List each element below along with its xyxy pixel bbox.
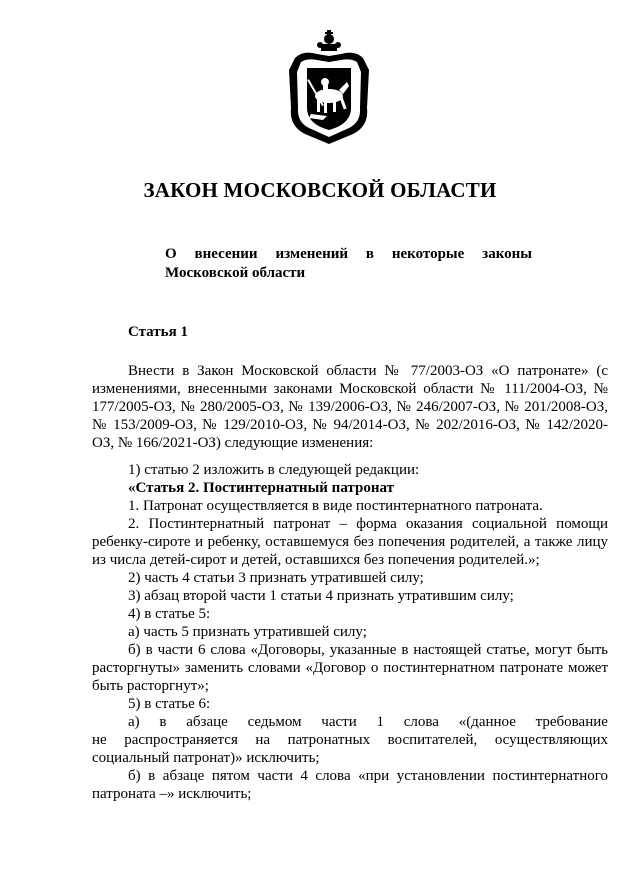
subject-word: в [365,246,374,262]
item-5-a-word: в [159,714,167,730]
item-5: 5) в статье 6: [128,696,211,712]
subject-word: О [165,246,177,262]
item-1-heading: «Статья 2. Постинтернатный патронат [128,480,394,496]
article-intro: Внести в Закон Московской области № 77/2003-ОЗ «О патронате» (с изменениями, внесенными законами Московской области № 111/2004-ОЗ, № 177/2005-ОЗ, № 280/2005-ОЗ, № 139/2006-ОЗ, № 246/2007-ОЗ, № 201/2008-ОЗ, № 153/2009-ОЗ, № 129/2010-ОЗ, № 94/2014-ОЗ, № 202/2016-ОЗ, № 142/2020-ОЗ, № 166/2021-ОЗ) следующие изменения: [92,363,608,451]
item-2: 2) часть 4 статьи 3 признать утратившей силу; [128,570,424,586]
item-1-para-2: 2. Постинтернатный патронат – форма оказания социальной помощи ребенку-сироте и ребенку, оставшемуся без попечения родителей, а также лицу из числа детей-сирот и детей, оставшихся без попечения родителей.»; [92,516,608,568]
subject-word: изменений [275,246,348,262]
document-title: ЗАКОН МОСКОВСКОЙ ОБЛАСТИ [143,178,497,202]
item-4-b: б) в части 6 слова «Договоры, указанные в настоящей статье, могут быть расторгнуты» заменить словами «Договор о постинтернатном патронате может быть расторгнут»; [92,642,608,694]
subject-word: некоторые [391,246,465,262]
item-5-a-rest: не распространяется на патронатных воспитателей, осуществляющих социальный патронат)» исключить; [92,732,608,766]
law-subject [165,245,532,283]
item-5-a-word: абзаце [186,714,228,730]
subject-line-2: Московской области [165,265,306,281]
article-heading: Статья 1 [128,324,188,340]
item-1-para-1: 1. Патронат осуществляется в виде постинтернатного патроната. [128,498,543,514]
item-5-a-word: слова [403,714,439,730]
item-5-a-word: требование [535,714,608,730]
item-5-a-word: а) [128,714,140,730]
item-5-a-word: седьмом [247,714,302,730]
item-5-a-word: 1 [376,714,384,730]
item-4: 4) в статье 5: [128,606,211,622]
item-5-a-word: части [321,714,357,730]
item-5-a-word: «(данное [458,714,516,730]
item-4-a: а) часть 5 признать утратившей силу; [128,624,367,640]
item-5-a-first-line [128,713,608,731]
coat-of-arms-emblem [283,30,375,148]
article-body [92,362,608,803]
subject-word: законы [482,246,532,262]
item-1: 1) статью 2 изложить в следующей редакции: [128,462,420,478]
item-5-b: б) в абзаце пятом части 4 слова «при установлении постинтернатного патроната –» исключить; [92,768,608,802]
subject-word: внесении [194,246,258,262]
item-3: 3) абзац второй части 1 статьи 4 признать утратившим силу; [128,588,514,604]
subject-line-1 [165,245,532,264]
